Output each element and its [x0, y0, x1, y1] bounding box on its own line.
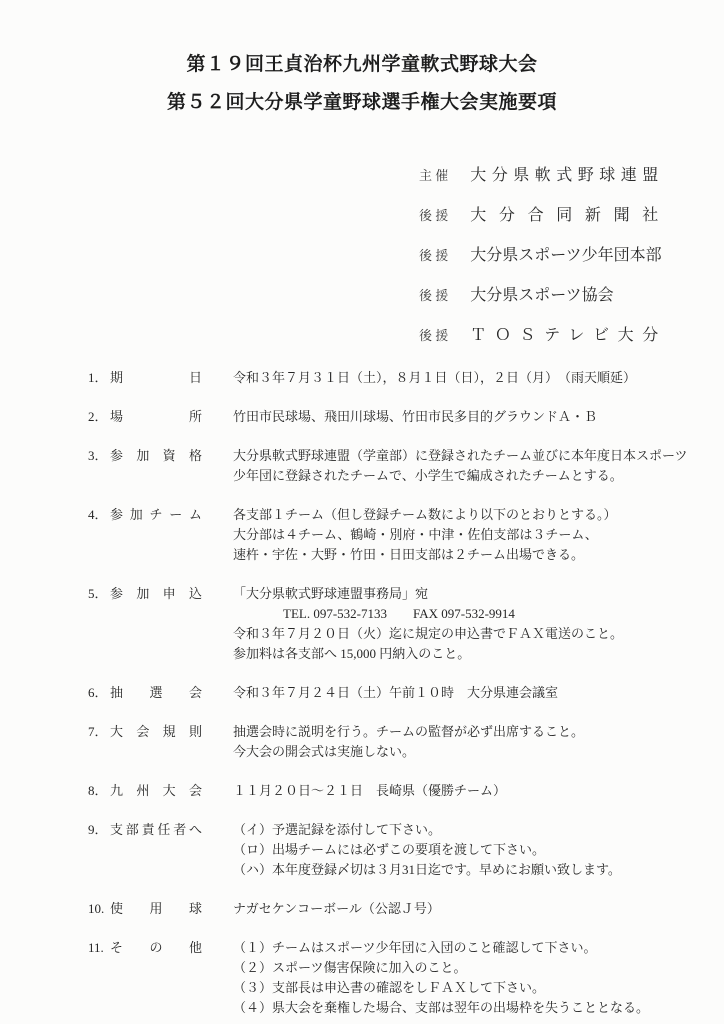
item-line: （４）県大会を棄権した場合、支部は翌年の出場枠を失うこととなる。	[233, 1000, 650, 1015]
item-row-kyushu-tournament	[88, 781, 724, 801]
sponsor-row	[419, 322, 724, 342]
document-title-line-2: 第５２回大分県学童野球選手権大会実施要項	[166, 92, 557, 113]
item-label: 参加チーム	[110, 507, 202, 522]
item-body	[233, 781, 506, 801]
item-label: 期日	[110, 370, 202, 385]
item-row-rules	[88, 722, 724, 762]
item-label: 使用球	[110, 901, 202, 916]
item-row-application	[88, 584, 724, 664]
item-line: 令和３年７月２０日（火）迄に規定の申込書でＦＡＸ電送のこと。	[233, 626, 624, 641]
sponsor-role-label: 主 催	[419, 168, 449, 183]
item-label: 抽選会	[110, 685, 202, 700]
sponsor-organization: 大分合同新聞社	[470, 207, 659, 224]
sponsor-block	[419, 162, 724, 342]
item-line: １１月２０日～２１日 長崎県（優勝チーム）	[233, 783, 507, 798]
sponsor-role-label: 後 援	[419, 288, 449, 303]
sponsor-row	[419, 242, 724, 262]
item-row-date	[88, 368, 724, 388]
item-row-eligibility	[88, 446, 724, 486]
item-body	[233, 683, 558, 703]
item-line: （３）支部長は申込書の確認をしＦＡＸして下さい。	[233, 980, 546, 995]
item-line: 参加料は各支部へ 15,000 円納入のこと。	[233, 646, 471, 661]
item-body	[233, 505, 617, 565]
item-body	[233, 820, 621, 880]
item-label: 参加申込	[110, 586, 202, 601]
item-body	[233, 722, 584, 762]
item-line: ナガセケンコーボール（公認Ｊ号）	[233, 901, 440, 916]
item-number: 8．	[88, 783, 108, 798]
item-body	[233, 407, 597, 427]
item-row-lottery	[88, 683, 724, 703]
item-number: 1．	[88, 370, 108, 385]
item-body	[233, 584, 623, 664]
sponsor-row	[419, 202, 724, 222]
item-label: その他	[110, 940, 202, 955]
items-list	[88, 368, 724, 1018]
sponsor-row	[419, 282, 724, 302]
item-line: （２）スポーツ傷害保険に加入のこと。	[233, 960, 467, 975]
sponsor-row	[419, 162, 724, 182]
item-number: 11.	[88, 940, 104, 955]
item-row-official-ball	[88, 899, 724, 919]
item-row-branch-managers	[88, 820, 724, 880]
item-row-venue	[88, 407, 724, 427]
item-body	[233, 446, 687, 486]
item-line: 「大分県軟式野球連盟事務局」宛	[233, 586, 429, 601]
item-line: 令和３年７月２４日（土）午前１０時 大分県連会議室	[233, 685, 559, 700]
item-row-miscellaneous	[88, 938, 724, 1018]
item-line: 速杵・宇佐・大野・竹田・日田支部は２チーム出場できる。	[233, 547, 585, 562]
item-number: 5．	[88, 586, 108, 601]
item-line: （ロ）出場チームには必ずこの要項を渡して下さい。	[233, 842, 546, 857]
item-line: 各支部１チーム（但し登録チーム数により以下のとおりとする。）	[233, 507, 617, 522]
item-line: 竹田市民球場、飛田川球場、竹田市民多目的グラウンドＡ・Ｂ	[233, 409, 598, 424]
sponsor-organization: 大分県スポーツ協会	[470, 287, 614, 304]
item-row-participating-teams	[88, 505, 724, 565]
item-line: 大分部は４チーム、鶴崎・別府・中津・佐伯支部は３チーム、	[233, 527, 598, 542]
item-line: （１）チームはスポーツ少年団に入団のこと確認して下さい。	[233, 940, 597, 955]
item-label: 参加資格	[110, 448, 202, 463]
item-body	[233, 938, 649, 1018]
sponsor-role-label: 後 援	[419, 328, 449, 343]
sponsor-role-label: 後 援	[419, 208, 449, 223]
item-number: 4．	[88, 507, 108, 522]
item-line: 令和３年７月３１日（土），８月１日（日），２日（月） （雨天順延）	[233, 370, 637, 385]
item-number: 7．	[88, 724, 108, 739]
item-line: 今大会の開会式は実施しない。	[233, 744, 416, 759]
item-line: （イ）予選記録を添付して下さい。	[233, 822, 442, 837]
item-label: 場所	[110, 409, 202, 424]
item-line: （ハ）本年度登録〆切は３月31日迄です。早めにお願い致します。	[233, 862, 621, 877]
sponsor-organization: 大分県スポーツ少年団本部	[470, 247, 662, 264]
item-label: 支部責任者へ	[110, 822, 202, 837]
sponsor-organization: 大分県軟式野球連盟	[470, 167, 659, 184]
sponsor-role-label: 後 援	[419, 248, 449, 263]
document-title-line-1: 第１９回王貞治杯九州学童軟式野球大会	[186, 54, 538, 75]
item-body	[233, 368, 636, 388]
item-label: 九州大会	[110, 783, 202, 798]
item-number: 6．	[88, 685, 108, 700]
item-number: 3．	[88, 448, 108, 463]
item-line-contact-numbers: TEL. 097-532-7133 FAX 097-532-9914	[283, 606, 515, 621]
item-number: 10.	[88, 901, 105, 916]
item-number: 2．	[88, 409, 108, 424]
title-block	[0, 0, 724, 116]
sponsor-organization: ＴＯＳテレビ大分	[470, 327, 659, 344]
item-label: 大会規則	[110, 724, 202, 739]
item-line: 抽選会時に説明を行う。チームの監督が必ず出席すること。	[233, 724, 585, 739]
item-line: 少年団に登録されたチームで、小学生で編成されたチームとする。	[233, 468, 623, 483]
item-number: 9．	[88, 822, 108, 837]
item-body	[233, 899, 440, 919]
item-line: 大分県軟式野球連盟（学童部）に登録されたチーム並びに本年度日本スポーツ	[233, 448, 688, 463]
